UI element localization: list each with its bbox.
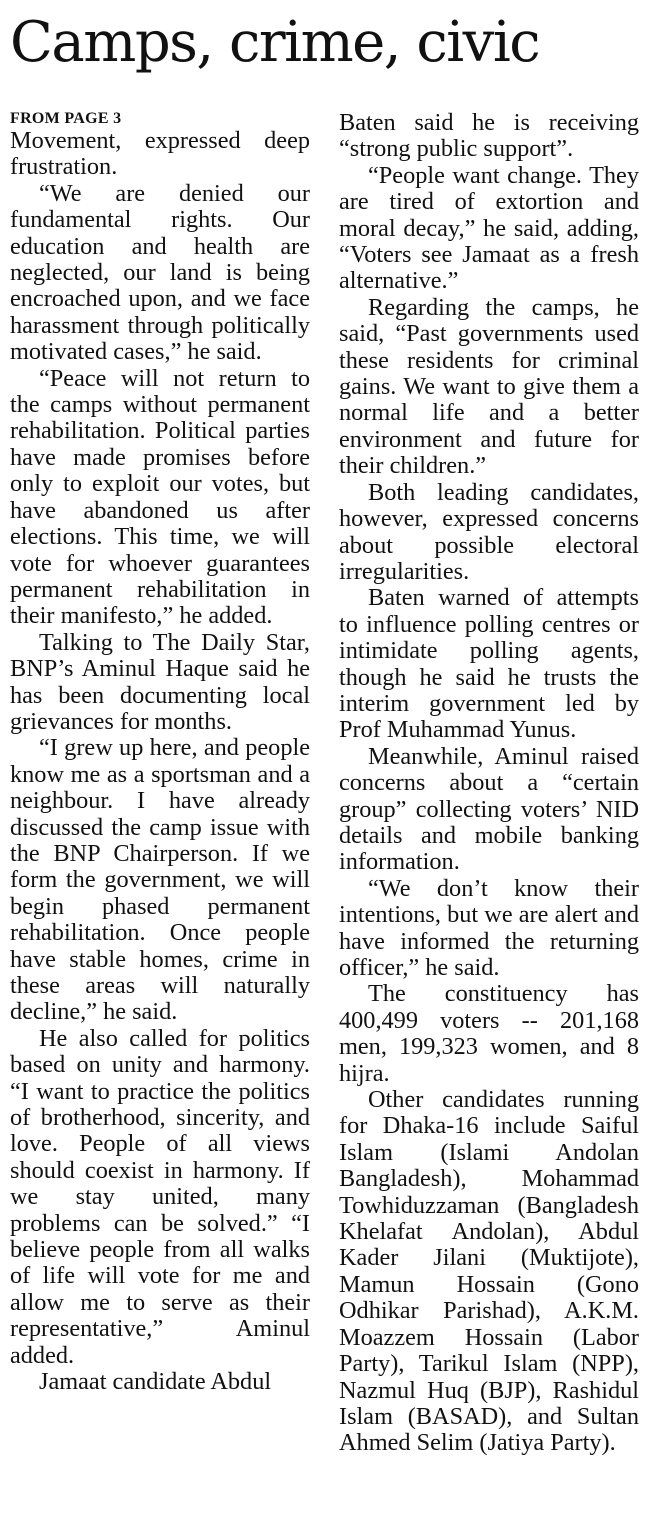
paragraph: Regarding the camps, he said, “Past governments used these residents for criminal gains. We want to give them a normal life and a better environment and future for their children.”: [339, 293, 639, 480]
paragraph: Movement, expressed deep frustration.: [10, 127, 310, 181]
paragraph: Meanwhile, Aminul raised concerns about a “certain group” collecting voters’ NID details and mobile banking information.: [339, 742, 639, 876]
paragraph: Jamaat candidate Abdul: [39, 1368, 272, 1396]
article-column-left: [10, 110, 310, 1396]
paragraph: He also called for politics based on unity and harmony. “I want to practice the politics of brotherhood, sincerity, and love. People of all views should coexist in harmony. If we stay united, many problems can be solved.” “I believe people from all walks of life will vote for me and allow me to serve as their representative,” Aminul added.: [10, 1024, 310, 1369]
paragraph: Baten warned of attempts to influence polling centres or intimidate polling agents, though he said he trusts the interim government led by Prof Muhammad Yunus.: [339, 584, 639, 744]
paragraph: “We don’t know their intentions, but we are alert and have informed the returning officer,” he said.: [339, 874, 639, 981]
paragraph: “Peace will not return to the camps without permanent rehabilitation. Political parties have made promises before only to exploit our votes, but have abandoned us after elections. This time, we will vote for whoever guarantees permanent rehabilitation in their manifesto,” he added.: [10, 364, 310, 630]
paragraph: “People want change. They are tired of extortion and moral decay,” he said, adding, “Voters see Jamaat as a fresh alternative.”: [339, 161, 639, 295]
article-column-right: [339, 110, 639, 1457]
paragraph: Baten said he is receiving “strong public support”.: [339, 109, 639, 163]
kicker: FROM PAGE 3: [10, 110, 122, 127]
paragraph: The constituency has 400,499 voters -- 201,168 men, 199,323 women, and 8 hijra.: [339, 980, 639, 1087]
paragraph: Other candidates running for Dhaka-16 include Saiful Islam (Islami Andolan Bangladesh), Mohammad Towhiduzzaman (Bangladesh Khelafat Andolan), Abdul Kader Jilani (Muktijote), Mamun Hossain (Gono Odhikar Parishad), A.K.M. Moazzem Hossain (Labor Party), Tarikul Islam (NPP), Nazmul Huq (BJP), Rashidul Islam (BASAD), and Sultan Ahmed Selim (Jatiya Party).: [339, 1086, 639, 1457]
paragraph: “I grew up here, and people know me as a sportsman and a neighbour. I have already discussed the camp issue with the BNP Chairperson. If we form the government, we will begin phased permanent rehabilitation. Once people have stable homes, crime in these areas will naturally decline,” he said.: [10, 734, 310, 1026]
paragraph: Talking to The Daily Star, BNP’s Aminul Haque said he has been documenting local grievances for months.: [10, 628, 310, 735]
paragraph: “We are denied our fundamental rights. Our education and health are neglected, our land is being encroached upon, and we face harassment through politically motivated cases,” he said.: [10, 179, 310, 366]
paragraph: Both leading candidates, however, expressed concerns about possible electoral irregularities.: [339, 478, 639, 585]
headline: Camps, crime, civic: [10, 10, 540, 75]
